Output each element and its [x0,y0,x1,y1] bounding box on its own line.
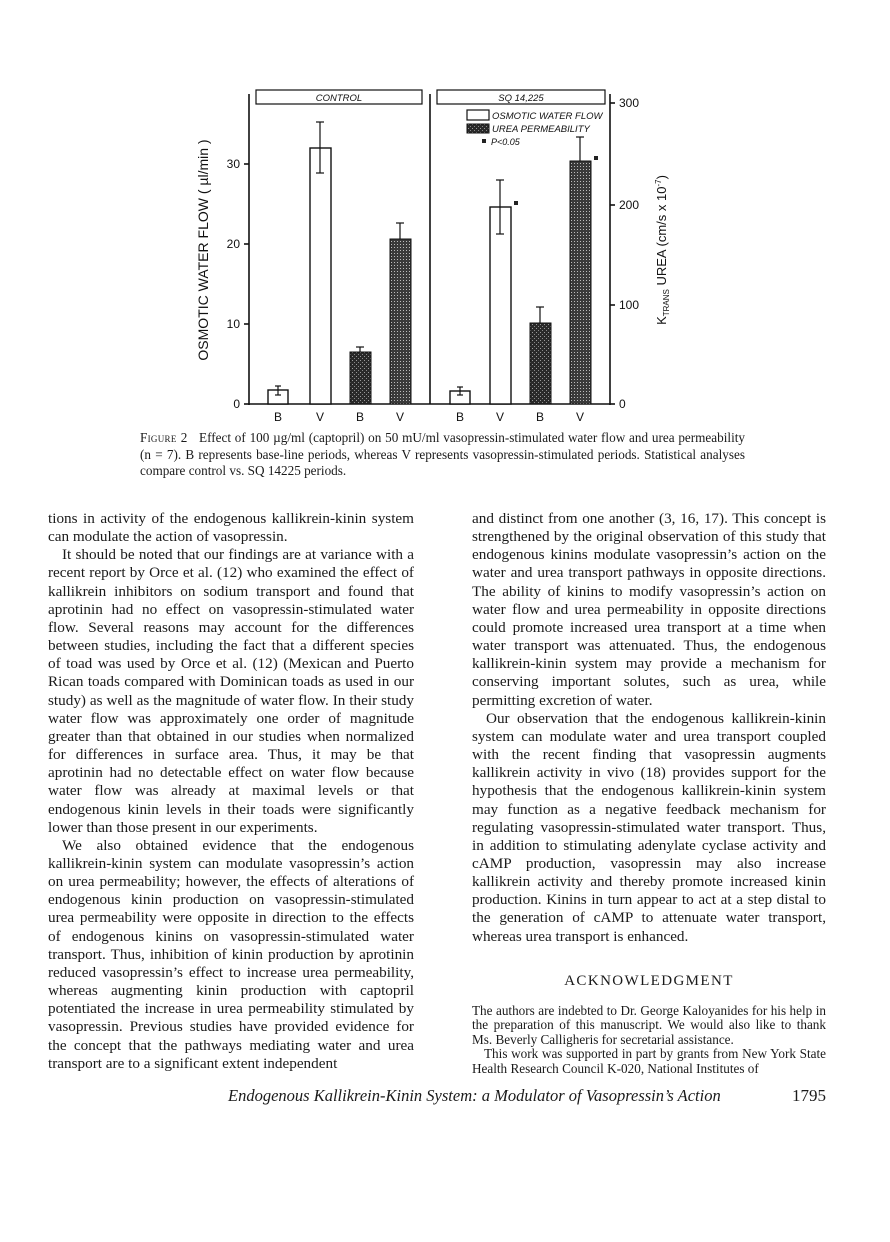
legend-sig-marker [482,139,486,143]
ack-paragraph: The authors are indebted to Dr. George Kaloyanides for his help in the preparation of this manuscript. We would also like to thank Ms. Beverly Calligheris for secretarial assistance. [472,1002,826,1047]
svg-text:B: B [535,410,545,424]
bar-chart [0,0,890,425]
svg-text:V: V [395,410,405,424]
right-axis-title: $K_{TRANS}$ UREA (cm/s x $10^{-7}$) [654,175,671,325]
svg-text:20: 20 [226,237,240,251]
right-tick-labels [619,96,639,411]
paragraph: It should be noted that our findings are at variance with a recent report by Orce et al. (12) who examined the effect of kallikrein inhibitors on sodium transport and found that aprotinin had no effect on vasopressin-stimulated water flow. Several reasons may account for the differences between studies, including the fact that a different species of toad was used by Orce et al. (12) (Mexican and Puerto Rican toads compared with Dominican toads as used in our study) as well as the magnitude of water flow. In their study water flow was approximately one order of magnitude greater than that obtained in our studies when normalized for differences in surface area. Thus, it may be that aprotinin had no detectable effect on water flow because water flow was already at maximal levels or that endogenous kinin levels in their toads were significantly lower than those present in our experiments. [48,546,414,836]
legend-water-label: OSMOTIC WATER FLOW [492,111,603,122]
x-tick-labels [274,410,584,424]
caption-text: Effect of 100 µg/ml (captopril) on 50 mU/ml vasopressin-stimulated water flow and urea permeability (n = 7). B represents base-line periods, whereas V represents vasopressin-stimulated periods. Statistical analyses compare control vs. SQ 14225 periods. [140,430,745,478]
page-footer [228,1086,826,1106]
bar-sq-water-V [490,207,511,404]
svg-text:10: 10 [226,317,240,331]
page-number: 1795 [792,1086,826,1105]
legend-swatch-urea [467,124,489,133]
paragraph: We also obtained evidence that the endogenous kallikrein-kinin system can modulate vasopressin’s action on urea permeability; however, the effects of alterations of endogenous kinin production on vasopressin-stimulated urea permeability were opposite in direction to the effects of endogenous kinins on vasopressin-stimulated water transport. Thus, inhibition of kinin production by aprotinin reduced vasopressin’s effect to increase urea permeability, whereas augmenting kinin production with captopril potentiated the increase in urea permeability stimulated by vasopressin. Previous studies have provided evidence for the concept that the pathways mediating water and urea transport are to a significant extent independent [48,836,414,1072]
svg-text:V: V [495,410,505,424]
left-axis-title: OSMOTIC WATER FLOW ( µl/min ) [195,139,211,361]
svg-text:0: 0 [233,397,240,411]
bar-sq-urea-V [570,161,591,404]
ack-paragraph: This work was supported in part by grants from New York State Health Research Council K-020, National Institutes of [472,1046,826,1076]
figure-2 [0,0,890,425]
significance-marker [594,156,598,160]
legend-sig-label: P<0.05 [491,137,520,147]
svg-text:V: V [315,410,325,424]
panel-control-label: CONTROL [315,93,363,104]
bar-control-urea-V [390,239,411,404]
legend-swatch-water [467,110,489,120]
bar-control-water-V [310,148,331,404]
svg-text:100: 100 [619,298,640,312]
paragraph: and distinct from one another (3, 16, 17). This concept is strengthened by the original observation of this study that endogenous kinins modulate vasopressin’s action on the water and urea transport pathways in opposite directions. The ability of kinins to modify vasopressin’s action on water flow and urea permeability in opposite directions could promote increased urea transport at a time when water transport was attenuated. Thus, the endogenous kallikrein-kinin system may provide a mechanism for conserving important solutes, such as urea, while permitting excretion of water. [472,510,826,709]
svg-text:V: V [575,410,585,424]
svg-text:0: 0 [619,397,626,411]
bar-control-urea-B [350,352,371,404]
legend-urea-label: UREA PERMEABILITY [492,124,590,135]
significance-marker [514,201,518,205]
svg-text:B: B [273,410,283,424]
svg-text:30: 30 [226,157,240,171]
svg-text:B: B [455,410,465,424]
paragraph: Our observation that the endogenous kallikrein-kinin system can modulate water and urea transport coupled with the recent finding that vasopressin augments kallikrein activity in vivo (18) provides support for the hypothesis that the endogenous kallikrein-kinin system may function as a negative feedback mechanism for regulating vasopressin-stimulated water transport. Thus, in addition to stimulating adenylate cyclase activity and cAMP production, vasopressin may also increase kallikrein activity and thereby promote increased kinin production. Kinins in turn appear to act at a step distal to the generation of cAMP to attenuate water transport, whereas urea transport is enhanced. [472,709,826,945]
svg-text:B: B [355,410,365,424]
acknowledgment-heading: ACKNOWLEDGMENT [564,972,734,989]
acknowledgment-section [472,1004,826,1077]
running-title: Endogenous Kallikrein-Kinin System: a Modulator of Vasopressin’s Action [228,1086,721,1105]
svg-text:300: 300 [619,96,640,110]
paragraph: tions in activity of the endogenous kallikrein-kinin system can modulate the action of vasopressin. [48,510,414,546]
svg-text:200: 200 [619,198,640,212]
caption-label: Figure 2 [140,430,188,445]
bar-sq-urea-B [530,323,551,404]
left-tick-labels [227,157,241,411]
figure-caption [140,430,745,480]
left-column [48,510,414,1073]
right-column [472,510,826,1076]
panel-sq-label: SQ 14,225 [498,93,544,104]
